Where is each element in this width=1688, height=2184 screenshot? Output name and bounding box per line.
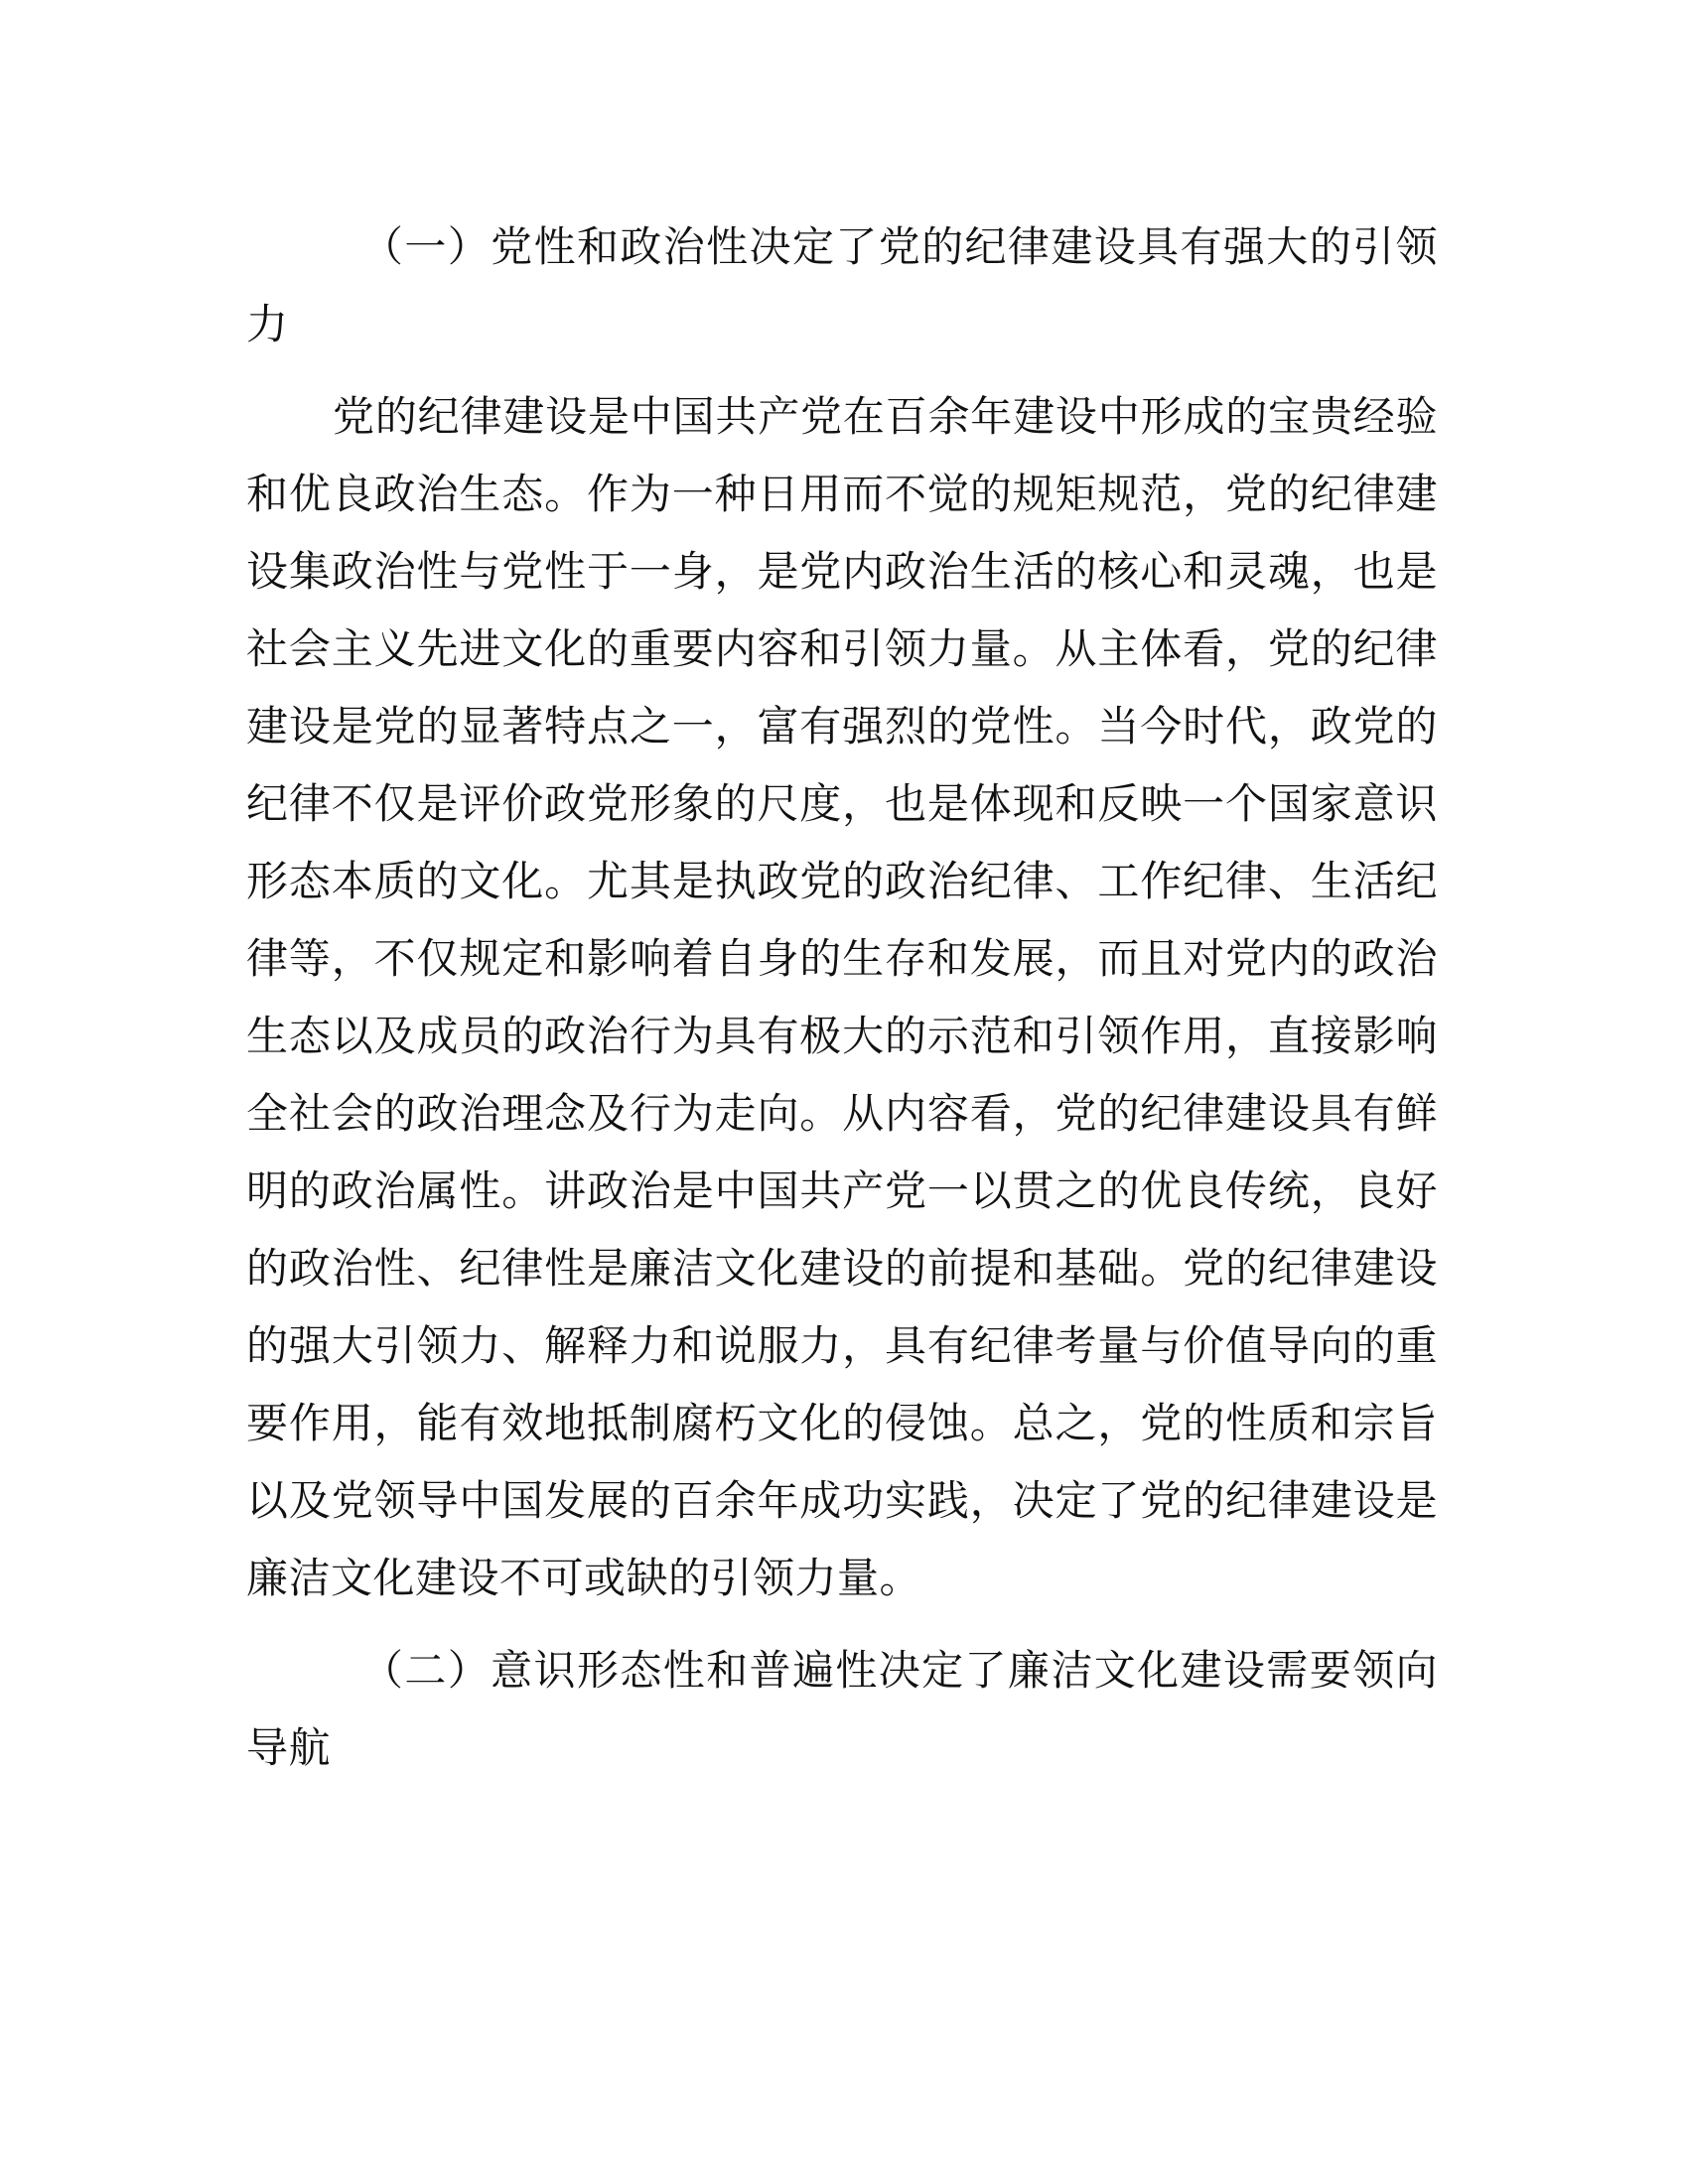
body-paragraph: 党的纪律建设是中国共产党在百余年建设中形成的宝贵经验和优良政治生态。作为一种日用而不觉的规矩规范，党的纪律建设集政治性与党性于一身，是党内政治生活的核心和灵魂，也是社会主义先进文化的重要内容和引领力量。从主体看，党的纪律建设是党的显著特点之一，富有强烈的党性。当今时代，政党的纪律不仅是评价政党形象的尺度，也是体现和反映一个国家意识形态本质的文化。尤其是执政党的政治纪律、工作纪律、生活纪律等，不仅规定和影响着自身的生存和发展，而且对党内的政治生态以及成员的政治行为具有极大的示范和引领作用，直接影响全社会的政治理念及行为走向。从内容看，党的纪律建设具有鲜明的政治属性。讲政治是中国共产党一以贯之的优良传统，良好的政治性、纪律性是廉洁文化建设的前提和基础。党的纪律建设的强大引领力、解释力和说服力，具有纪律考量与价值导向的重要作用，能有效地抵制腐朽文化的侵蚀。总之，党的性质和宗旨以及党领导中国发展的百余年成功实践，决定了党的纪律建设是廉洁文化建设不可或缺的引领力量。 bbox=[246, 392, 1438, 1602]
section-heading-2: （二）意识形态性和普遍性决定了廉洁文化建设需要领向导航 bbox=[246, 1646, 1438, 1772]
document-body bbox=[246, 208, 1438, 1802]
section-heading-1: （一）党性和政治性决定了党的纪律建设具有强大的引领力 bbox=[246, 222, 1438, 348]
